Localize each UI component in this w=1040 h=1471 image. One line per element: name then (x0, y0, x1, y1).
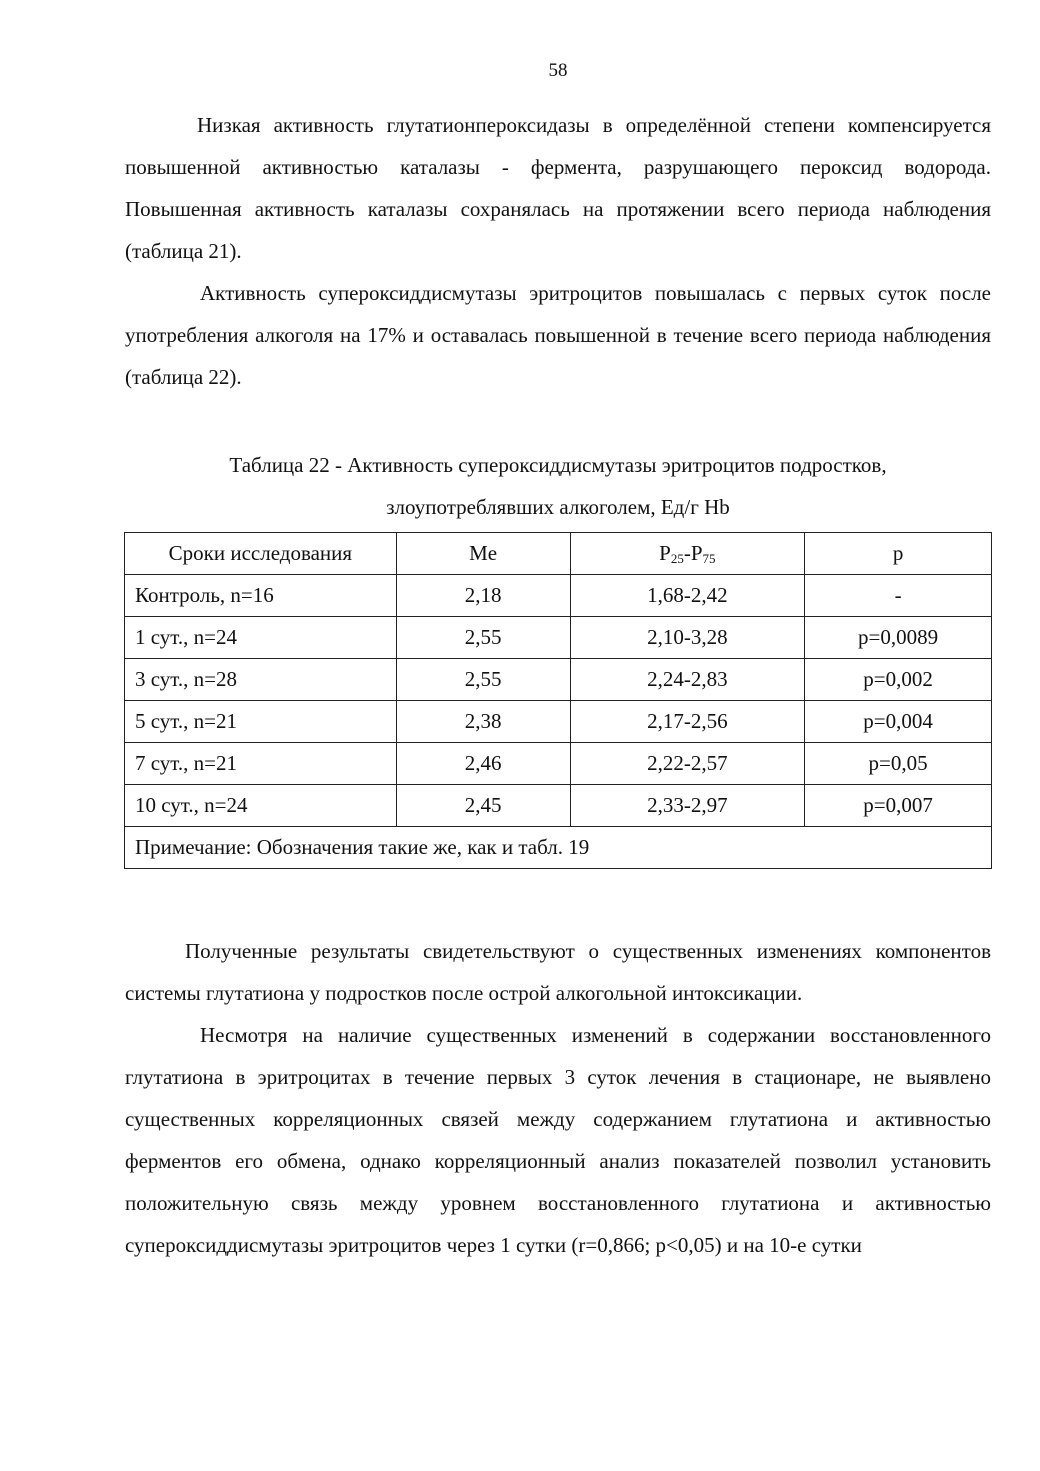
header-p: p (805, 533, 992, 575)
cell-p: p=0,05 (805, 743, 992, 785)
table-header-row (125, 533, 992, 575)
cell-p: - (805, 575, 992, 617)
table-caption (125, 444, 991, 528)
header-percentile-range: $P_{25}-P_{75}$ (570, 533, 805, 575)
cell-period: Контроль, n=16 (125, 575, 397, 617)
table-caption-line: злоупотреблявших алкоголем, Ед/г Hb (386, 495, 730, 519)
paragraph: Активность супероксиддисмутазы эритроцитов повышалась с первых суток после употребления алкоголя на 17% и оставалась повышенной в течение всего периода наблюдения (таблица 22). (125, 281, 991, 389)
cell-me: 2,45 (396, 785, 570, 827)
table-row (125, 701, 992, 743)
table-row (125, 743, 992, 785)
table-row (125, 659, 992, 701)
cell-me: 2,55 (396, 659, 570, 701)
cell-period: 5 сут., n=21 (125, 701, 397, 743)
paragraph: Низкая активность глутатионпероксидазы в определённой степени компенсируется повышенной активностью каталазы - фермента, разрушающего пероксид водорода. Повышенная активность каталазы сохранялась на протяжении всего периода наблюдения (таблица 21). (125, 113, 991, 263)
table-note: Примечание: Обозначения такие же, как и табл. 19 (125, 827, 992, 869)
cell-p: p=0,004 (805, 701, 992, 743)
cell-period: 7 сут., n=21 (125, 743, 397, 785)
data-table (124, 532, 992, 869)
cell-period: 10 сут., n=24 (125, 785, 397, 827)
cell-p: p=0,0089 (805, 617, 992, 659)
cell-period: 3 сут., n=28 (125, 659, 397, 701)
cell-p: p=0,002 (805, 659, 992, 701)
cell-range: 2,17-2,56 (570, 701, 805, 743)
header-period: Сроки исследования (125, 533, 397, 575)
cell-range: 2,33-2,97 (570, 785, 805, 827)
cell-me: 2,46 (396, 743, 570, 785)
cell-me: 2,18 (396, 575, 570, 617)
text-block-top (125, 104, 991, 398)
table-row (125, 617, 992, 659)
cell-range: 2,10-3,28 (570, 617, 805, 659)
header-me: Me (396, 533, 570, 575)
cell-period: 1 сут., n=24 (125, 617, 397, 659)
cell-p: p=0,007 (805, 785, 992, 827)
cell-range: 2,22-2,57 (570, 743, 805, 785)
cell-me: 2,55 (396, 617, 570, 659)
page-number: 58 (548, 60, 568, 81)
cell-range: 2,24-2,83 (570, 659, 805, 701)
paragraph: Несмотря на наличие существенных изменений в содержании восстановленного глутатиона в эритроцитах в течение первых 3 суток лечения в стационаре, не выявлено существенных корреляционных связей между содержанием глутатиона и активностью ферментов его обмена, однако корреляционный анализ показателей позволил установить положительную связь между уровнем восстановленного глутатиона и активностью супероксиддисмутазы эритроцитов через 1 сутки (r=0,866; p<0,05) и на 10-е сутки (125, 1023, 991, 1257)
table-caption-line: Таблица 22 - Активность супероксиддисмутазы эритроцитов подростков, (229, 453, 887, 477)
paragraph: Полученные результаты свидетельствуют о существенных изменениях компонентов системы глутатиона у подростков после острой алкогольной интоксикации. (125, 939, 991, 1005)
text-block-bottom (125, 930, 991, 1266)
table-row (125, 785, 992, 827)
cell-me: 2,38 (396, 701, 570, 743)
table-row (125, 575, 992, 617)
cell-range: 1,68-2,42 (570, 575, 805, 617)
table-note-row (125, 827, 992, 869)
